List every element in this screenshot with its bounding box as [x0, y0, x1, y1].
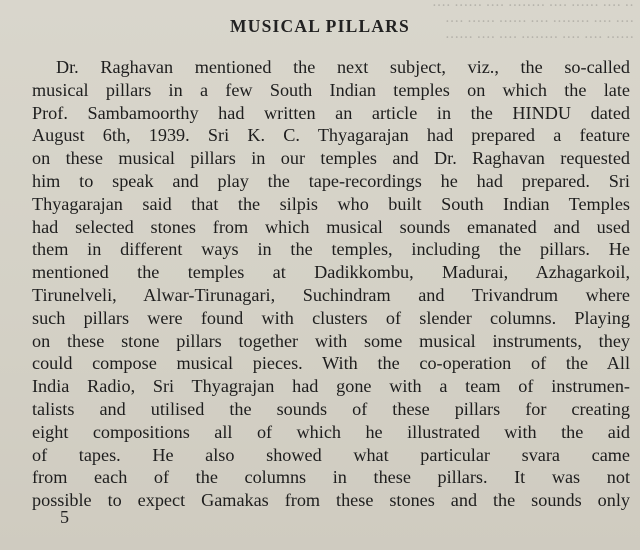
- text-line: India Radio, Sri Thyagrajan had gone with a team of instrumen-: [32, 376, 630, 397]
- page-title: MUSICAL PILLARS: [230, 16, 410, 36]
- text-line: had selected stones from which musical sounds emanated and used: [32, 216, 630, 237]
- show-through-line: ‥‥‥ ‥‥ ‥‥ ‥‥‥‥ ‥‥ ‥‥ ‥‥‥: [444, 27, 634, 42]
- text-line: on these stone pillars together with some musical instruments, they: [32, 330, 630, 351]
- text-line: mentioned the temples at Dadikkombu, Madurai, Azhagarkoil,: [32, 262, 630, 283]
- text-line: talists and utilised the sounds of these pillars for creating: [32, 398, 630, 419]
- text-line: eight compositions all of which he illustrated with the aid: [32, 421, 630, 442]
- text-line: from each of the columns in these pillars. It was not: [32, 467, 630, 488]
- text-line: possible to expect Gamakas from these stones and the sounds only: [32, 490, 630, 511]
- text-line: him to speak and play the tape-recordings he had prepared. Sri: [32, 170, 630, 191]
- show-through-line: ‥‥ ‥‥ ‥‥‥‥ ‥‥ ‥‥‥ ‥‥‥ ‥‥: [444, 11, 634, 26]
- text-line: on these musical pillars in our temples and Dr. Raghavan requested: [32, 148, 630, 169]
- text-line: August 6th, 1939. Sri K. C. Thyagarajan had prepared a feature: [32, 125, 630, 146]
- show-through-line: ‥ ‥‥ ‥‥‥ ‥‥ ‥‥‥‥ ‥‥ ‥‥‥ ‥‥: [432, 0, 634, 10]
- text-line: Thyagarajan said that the silpis who built South Indian Temples: [32, 193, 630, 214]
- text-line: could compose musical pieces. With the co-operation of the All: [32, 353, 630, 374]
- text-line: musical pillars in a few South Indian temples on which the late: [32, 79, 630, 100]
- page-number: 5: [60, 507, 69, 527]
- text-line: Dr. Raghavan mentioned the next subject, viz., the so-called: [56, 57, 630, 77]
- text-line: them in different ways in the temples, including the pillars. He: [32, 239, 630, 260]
- text-line: Tirunelveli, Alwar-Tirunagari, Suchindram and Trivandrum where: [32, 284, 630, 305]
- text-line: of tapes. He also showed what particular svara came: [32, 444, 630, 465]
- text-line: Prof. Sambamoorthy had written an article in the HINDU dated: [32, 102, 630, 123]
- body-paragraph: [32, 56, 630, 512]
- text-line: such pillars were found with clusters of slender columns. Playing: [32, 307, 630, 328]
